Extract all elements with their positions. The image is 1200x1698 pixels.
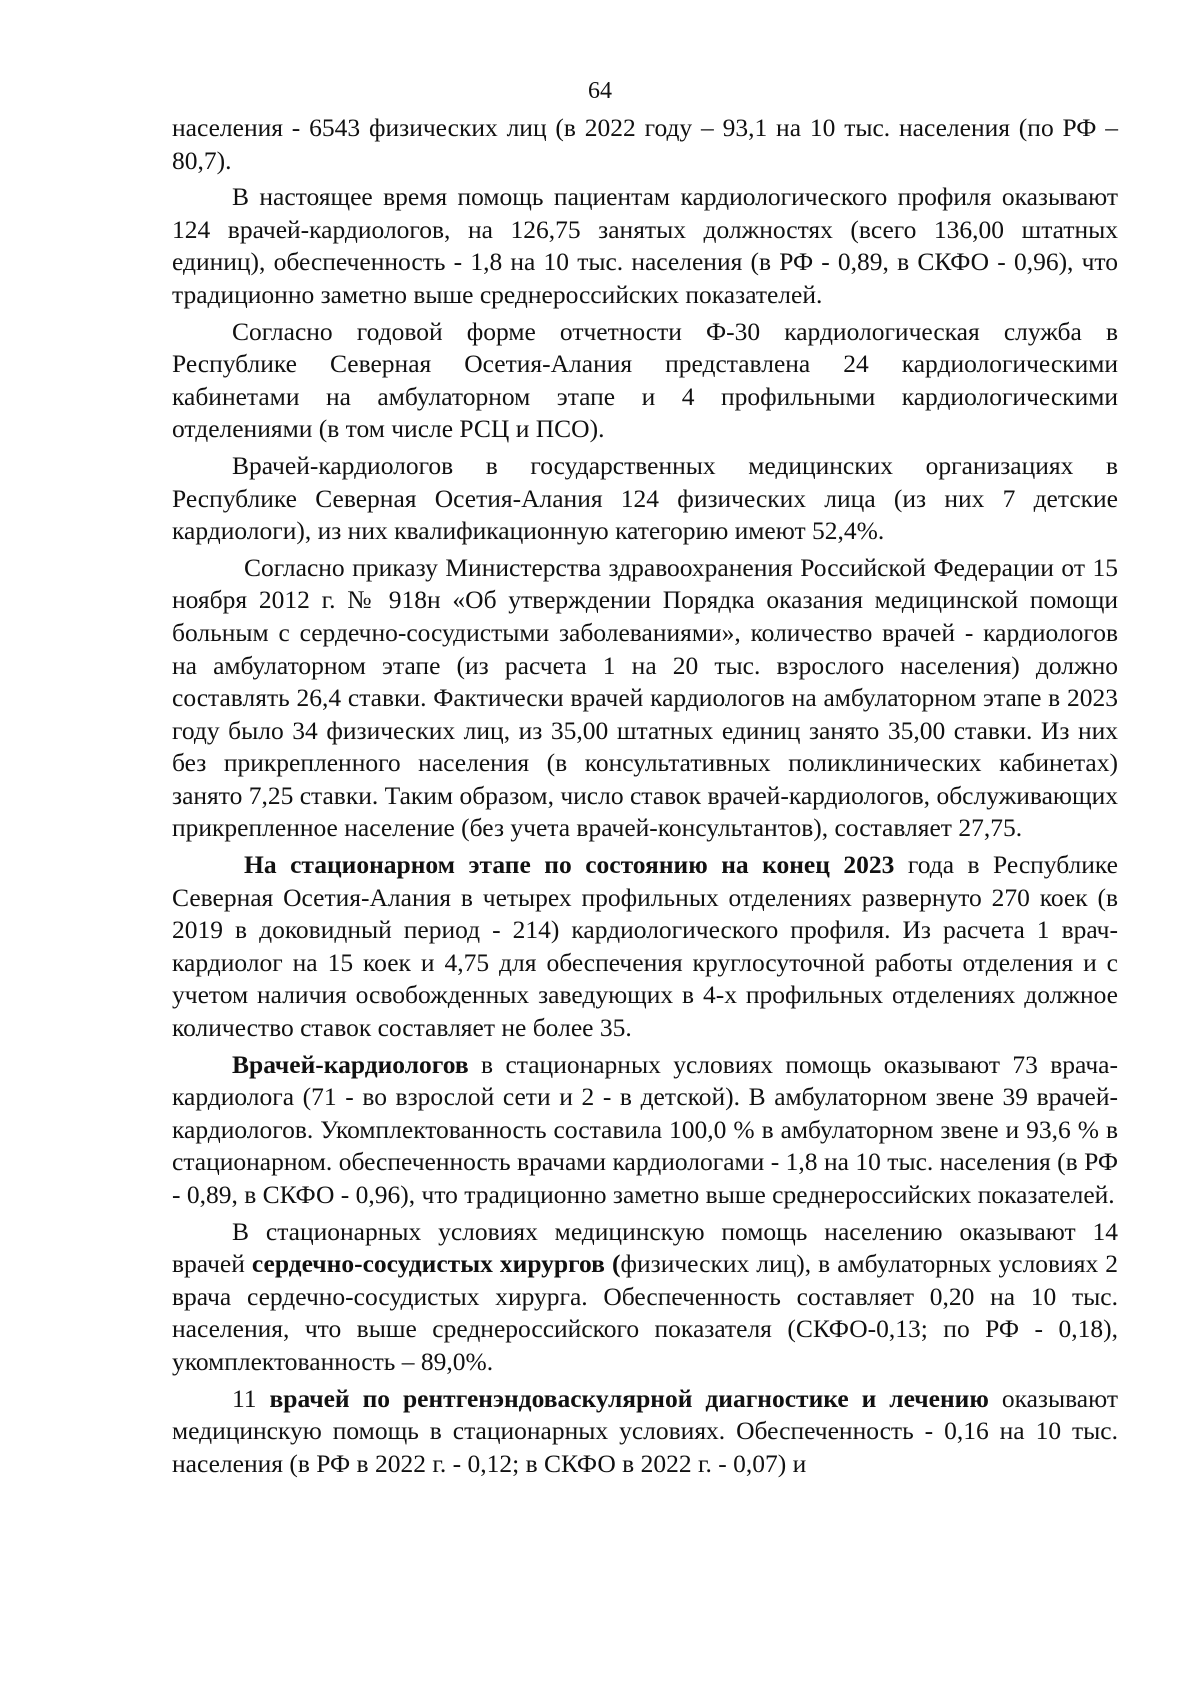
- paragraph-3: [172, 316, 1118, 446]
- paragraph-8: [172, 1216, 1118, 1379]
- paragraph-text: В стационарных условиях медицинскую помощь населению оказывают 14 врачей: [172, 1216, 1118, 1279]
- paragraph-bold-text: Врачей-кардиологов: [232, 1049, 469, 1079]
- paragraph-text: в стационарных условиях помощь оказывают 73 врача-кардиолога (71 - во взрослой сети и 2 - в детской). В амбулаторном звене 39 врачей-кардиологов. Укомплектованность составила 100,0 % в амбулаторном звене и 93,6 % в стационарном. обеспеченность врачами кардиологами - 1,8 на 10 тыс. населения (в РФ - 0,89, в СКФО - 0,96), что традиционно заметно выше среднероссийских показателей.: [172, 1049, 1118, 1209]
- paragraph-bold-text: На стационарном этапе по состоянию на конец 2023: [244, 850, 895, 880]
- paragraph-text: Врачей-кардиологов в государственных медицинских организациях в Республике Северная Осетия-Алания 124 физических лица (из них 7 детские кардиологи), из них квалификационную категорию имеют 52,4%.: [172, 450, 1118, 546]
- paragraph-text: года в Республике Северная Осетия-Алания в четырех профильных отделениях развернуто 270 коек (в 2019 в доковидный период - 214) кардиологического профиля. Из расчета 1 врач-кардиолог на 15 коек и 4,75 для обеспечения круглосуточной работы отделения и с учетом наличия освобожденных заведующих в 4-х профильных отделениях должное количество ставок составляет не более 35.: [172, 850, 1118, 1043]
- paragraph-text: населения - 6543 физических лиц (в 2022 году – 93,1 на 10 тыс. населения (по РФ – 80,7).: [172, 113, 1118, 175]
- paragraph-2: [172, 181, 1118, 311]
- paragraph-6: [172, 849, 1118, 1045]
- paragraph-text: оказывают медицинскую помощь в стационарных условиях. Обеспеченность - 0,16 на 10 тыс. населения (в РФ в 2022 г. - 0,12; в СКФО в 2022 г. - 0,07) и: [172, 1383, 1118, 1478]
- paragraph-bold-text: врачей по рентгенэндоваскулярной диагностике и лечению: [269, 1383, 989, 1413]
- paragraph-5: [172, 552, 1118, 845]
- page-number: 64: [588, 78, 612, 104]
- paragraph-text: Согласно годовой форме отчетности Ф-30 кардиологическая служба в Республике Северная Осетия-Алания представлена 24 кардиологическими кабинетами на амбулаторном этапе и 4 профильными кардиологическими отделениями (в том числе РСЦ и ПСО).: [172, 316, 1118, 444]
- paragraph-text: Согласно приказу Министерства здравоохранения Российской Федерации от 15 ноября 2012 г. № 918н «Об утверждении Порядка оказания медицинской помощи больным с сердечно-сосудистыми заболеваниями», количество врачей - кардиологов на амбулаторном этапе (из расчета 1 на 20 тыс. взрослого населения) должно составлять 26,4 ставки. Фактически врачей кардиологов на амбулаторном этапе в 2023 году было 34 физических лиц, из 35,00 штатных единиц занято 35,00 ставки. Из них без прикрепленного населения (в консультативных поликлинических кабинетах) занято 7,25 ставки. Таким образом, число ставок врачей-кардиологов, обслуживающих прикрепленное население (без учета врачей-консультантов), составляет 27,75.: [172, 552, 1118, 843]
- paragraph-9: [172, 1383, 1118, 1481]
- paragraph-text: В настоящее время помощь пациентам кардиологического профиля оказывают 124 врачей-кардиологов, на 126,75 занятых должностях (всего 136,00 штатных единиц), обеспеченность - 1,8 на 10 тыс. населения (в РФ - 0,89, в СКФО - 0,96), что традиционно заметно выше среднероссийских показателей.: [172, 182, 1118, 309]
- paragraph-1: [172, 112, 1118, 177]
- paragraph-text: физических лиц), в амбулаторных условиях 2 врача сердечно-сосудистых хирурга. Обеспеченность составляет 0,20 на 10 тыс. населения, что выше среднероссийского показателя (СКФО-0,13; по РФ - 0,18), укомплектованность – 89,0%.: [172, 1249, 1118, 1376]
- paragraph-text: 11: [232, 1383, 270, 1413]
- paragraph-7: [172, 1049, 1118, 1212]
- paragraph-bold-text: сердечно-сосудистых хирургов (: [251, 1249, 621, 1279]
- document-body: [172, 112, 1118, 1484]
- paragraph-4: [172, 450, 1118, 548]
